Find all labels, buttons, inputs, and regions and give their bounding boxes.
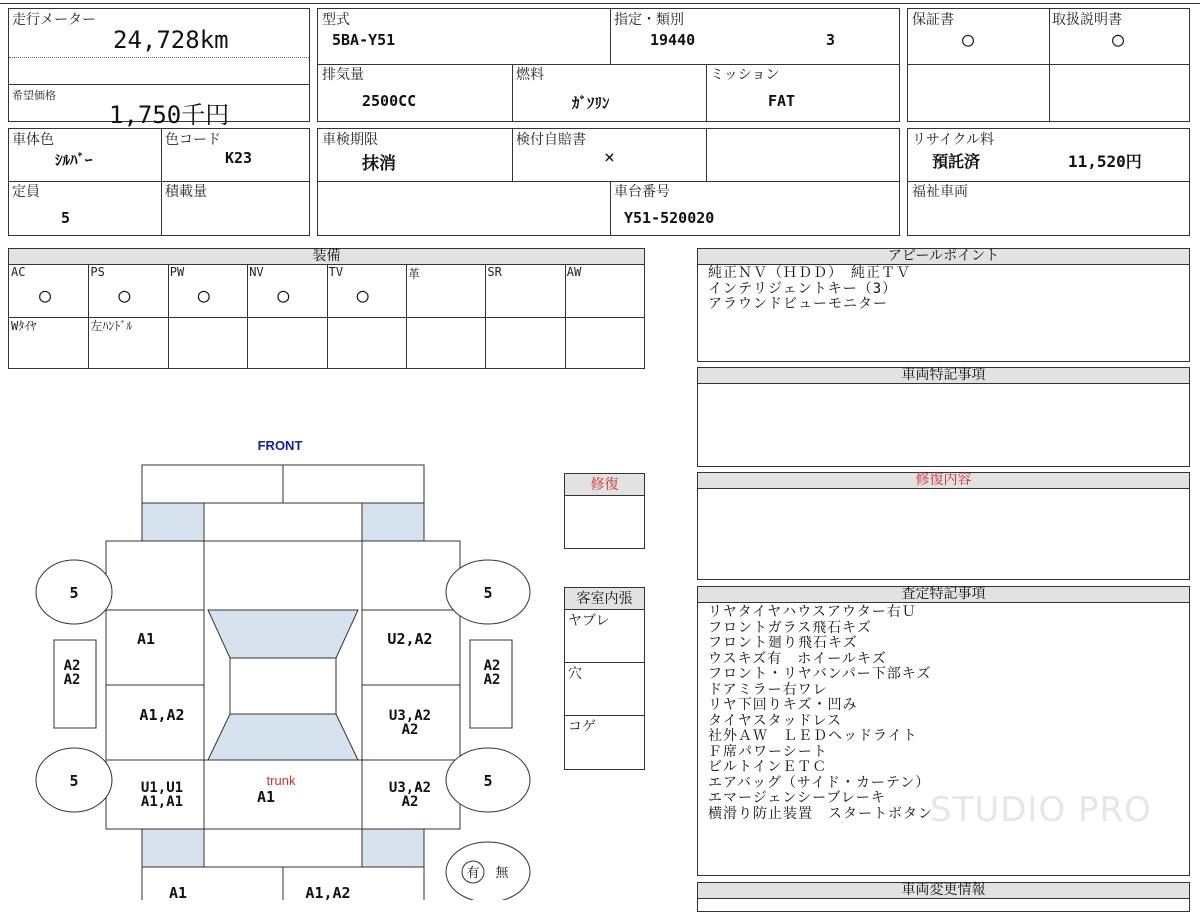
- front-door-left-value: A1: [136, 630, 156, 648]
- special-notes-title: 車両特記事項: [698, 368, 1189, 384]
- interior-title: 客室内張: [565, 588, 644, 610]
- designation-label: 指定・類別: [614, 12, 684, 28]
- divider: [247, 265, 248, 368]
- equipment-label: AW: [566, 265, 582, 279]
- divider: [168, 265, 169, 368]
- special-notes-box: [697, 367, 1190, 467]
- front-label: FRONT: [257, 438, 303, 453]
- front-door-right-value: U2,A2: [387, 630, 433, 648]
- rear-quarter-left-value: U1,U1 A1,A1: [140, 780, 184, 810]
- model-label: 型式: [322, 12, 350, 28]
- load-label: 積載量: [165, 184, 207, 200]
- dotted-divider: [9, 57, 309, 58]
- equipment-mark: ○: [277, 283, 290, 307]
- divider: [908, 64, 1189, 65]
- designation-value1: 19440: [650, 31, 696, 49]
- tire-rl-value: 5: [69, 772, 79, 790]
- price-value: 1,750千円: [109, 101, 230, 129]
- presence-no: 無: [495, 866, 509, 881]
- mileage-value: 24,728km: [113, 26, 229, 54]
- model-value: 5BA-Y51: [332, 31, 396, 49]
- rear-door-left-value: A1,A2: [139, 706, 185, 724]
- change-info-title: 車両変更情報: [698, 883, 1189, 899]
- divider: [485, 265, 486, 368]
- rear-glass: [208, 714, 358, 760]
- warranty-value: ○: [962, 27, 975, 51]
- equipment-mark: ○: [356, 283, 369, 307]
- documents-box: [907, 8, 1190, 122]
- equipment-label: SR: [487, 265, 502, 279]
- divider: [9, 181, 309, 182]
- divider: [406, 265, 407, 368]
- recycle-box: [907, 128, 1190, 236]
- interior-item: 穴: [568, 666, 582, 682]
- color-code-value: K23: [225, 149, 253, 167]
- mileage-label: 走行メーター: [12, 12, 96, 28]
- inspection-label: 車検期限: [322, 132, 378, 148]
- divider: [318, 181, 899, 182]
- recycle-label: リサイクル料: [912, 132, 995, 148]
- capacity-value: 5: [61, 209, 71, 227]
- equipment-label: TV: [328, 265, 344, 279]
- mission-label: ミッション: [710, 67, 780, 83]
- inspection-box: [317, 128, 900, 236]
- manual-label: 取扱説明書: [1052, 12, 1122, 28]
- bumper-rl-value: A1: [168, 884, 188, 900]
- repair-box: [564, 473, 645, 549]
- equipment-title: 装備: [9, 249, 644, 265]
- recycle-status: 預託済: [932, 152, 981, 171]
- watermark: STUDIO PRO: [930, 790, 1152, 830]
- divider: [565, 265, 566, 368]
- equipment-label: Wﾀｲﾔ: [11, 319, 37, 333]
- designation-value2: 3: [826, 31, 836, 49]
- recycle-amount: 11,520円: [1068, 152, 1142, 171]
- divider: [706, 64, 707, 121]
- manual-value: ○: [1112, 27, 1125, 51]
- presence-yes: 有: [466, 866, 480, 881]
- equipment-label: 左ﾊﾝﾄﾞﾙ: [90, 319, 133, 333]
- fuel-value: ｶﾞｿﾘﾝ: [572, 94, 610, 112]
- equipment-label: 革: [408, 267, 421, 281]
- divider: [161, 129, 162, 235]
- divider: [610, 9, 611, 64]
- mission-value: FAT: [768, 92, 796, 110]
- trunk-label: trunk: [266, 773, 296, 788]
- chassis-label: 車台番号: [614, 184, 670, 200]
- equipment-grid: [9, 265, 644, 368]
- tire-fr-value: 5: [483, 584, 493, 602]
- divider: [318, 64, 899, 65]
- divider: [88, 265, 89, 368]
- inspection-value: 抹消: [362, 154, 396, 174]
- fuel-label: 燃料: [516, 67, 544, 83]
- repair-details-title: 修復内容: [698, 473, 1189, 489]
- displacement-label: 排気量: [322, 67, 364, 83]
- equipment-mark: ○: [39, 283, 52, 307]
- equipment-box: [8, 248, 645, 369]
- insurance-label: 検付自賠書: [516, 132, 586, 148]
- appeal-lines: 純正ＮＶ（ＨＤＤ） 純正ＴＶ インテリジェントキー（3） アラウンドビューモニター: [708, 265, 911, 312]
- body-color-label: 車体色: [12, 132, 54, 148]
- interior-box: [564, 587, 645, 770]
- divider: [512, 129, 513, 181]
- body-color-value: ｼﾙﾊﾞｰ: [55, 151, 93, 169]
- hood-front: [204, 503, 362, 541]
- headlight-right: [362, 503, 424, 541]
- rear-quarter-right-value: U3,A2 A2: [388, 780, 432, 810]
- mileage-price-box: [8, 8, 310, 129]
- tire-fl-value: 5: [69, 584, 79, 602]
- insurance-value: ×: [604, 147, 615, 168]
- color-code-label: 色コード: [165, 132, 221, 148]
- assessment-box: [697, 586, 1190, 876]
- assessment-lines: リヤタイヤハウスアウター右Ｕ フロントガラス飛石キズ フロント廻り飛石キズ ウスキズ有 ホイールキズ フロント・リヤバンパー下部キズ ドアミラー右ワレ リヤ下回りキズ・凹み タイヤスタッドレス 社外ＡＷ ＬＥＤヘッドライト Ｆ席パワーシート ビルトインＥＴＣ エアバッグ（サイド・カーテン） エマージェンシーブレーキ 横滑り防止装置 スタートボタン: [708, 604, 933, 822]
- rear-door-right-value: U3,A2 A2: [388, 708, 432, 738]
- capacity-label: 定員: [12, 184, 40, 200]
- equipment-label: AC: [11, 265, 26, 279]
- divider: [1049, 9, 1050, 121]
- taillight-left: [142, 829, 204, 867]
- displacement-value: 2500CC: [362, 92, 417, 110]
- bumper-rr-value: A1,A2: [305, 884, 351, 900]
- tire-rr-value: 5: [483, 772, 493, 790]
- appeal-title: アピールポイント: [698, 249, 1189, 265]
- headlight-left: [142, 503, 204, 541]
- car-damage-diagram: [0, 430, 560, 900]
- rear-panel: [204, 829, 362, 867]
- mirror-right-value: A2 A2: [483, 658, 501, 688]
- chassis-value: Y51-520020: [624, 209, 715, 227]
- interior-item: コゲ: [568, 719, 596, 735]
- repair-details-box: [697, 472, 1190, 580]
- trunk-value: A1: [256, 788, 276, 806]
- color-box: [8, 128, 310, 236]
- divider: [610, 181, 611, 235]
- taillight-right: [362, 829, 424, 867]
- equipment-label: NV: [249, 265, 264, 279]
- equipment-mark: ○: [197, 283, 210, 307]
- divider: [9, 84, 309, 85]
- equipment-label: PW: [169, 265, 185, 279]
- roof: [230, 658, 336, 714]
- top-rule: [0, 3, 1200, 4]
- price-label: 希望価格: [12, 89, 56, 102]
- assessment-title: 査定特記事項: [698, 587, 1189, 603]
- mirror-left-value: A2 A2: [63, 658, 81, 688]
- divider: [327, 265, 328, 368]
- appeal-box: [697, 248, 1190, 362]
- equipment-mark: ○: [118, 283, 131, 307]
- divider: [706, 129, 707, 181]
- welfare-label: 福祉車両: [912, 184, 968, 200]
- warranty-label: 保証書: [912, 12, 954, 28]
- divider: [512, 64, 513, 121]
- model-box: [317, 8, 900, 122]
- presence-indicator: [446, 842, 530, 900]
- repair-title: 修復: [565, 474, 644, 496]
- equipment-label: PS: [90, 265, 105, 279]
- interior-item: ヤブレ: [568, 613, 610, 629]
- change-info-box: [697, 882, 1190, 912]
- windshield: [208, 610, 358, 658]
